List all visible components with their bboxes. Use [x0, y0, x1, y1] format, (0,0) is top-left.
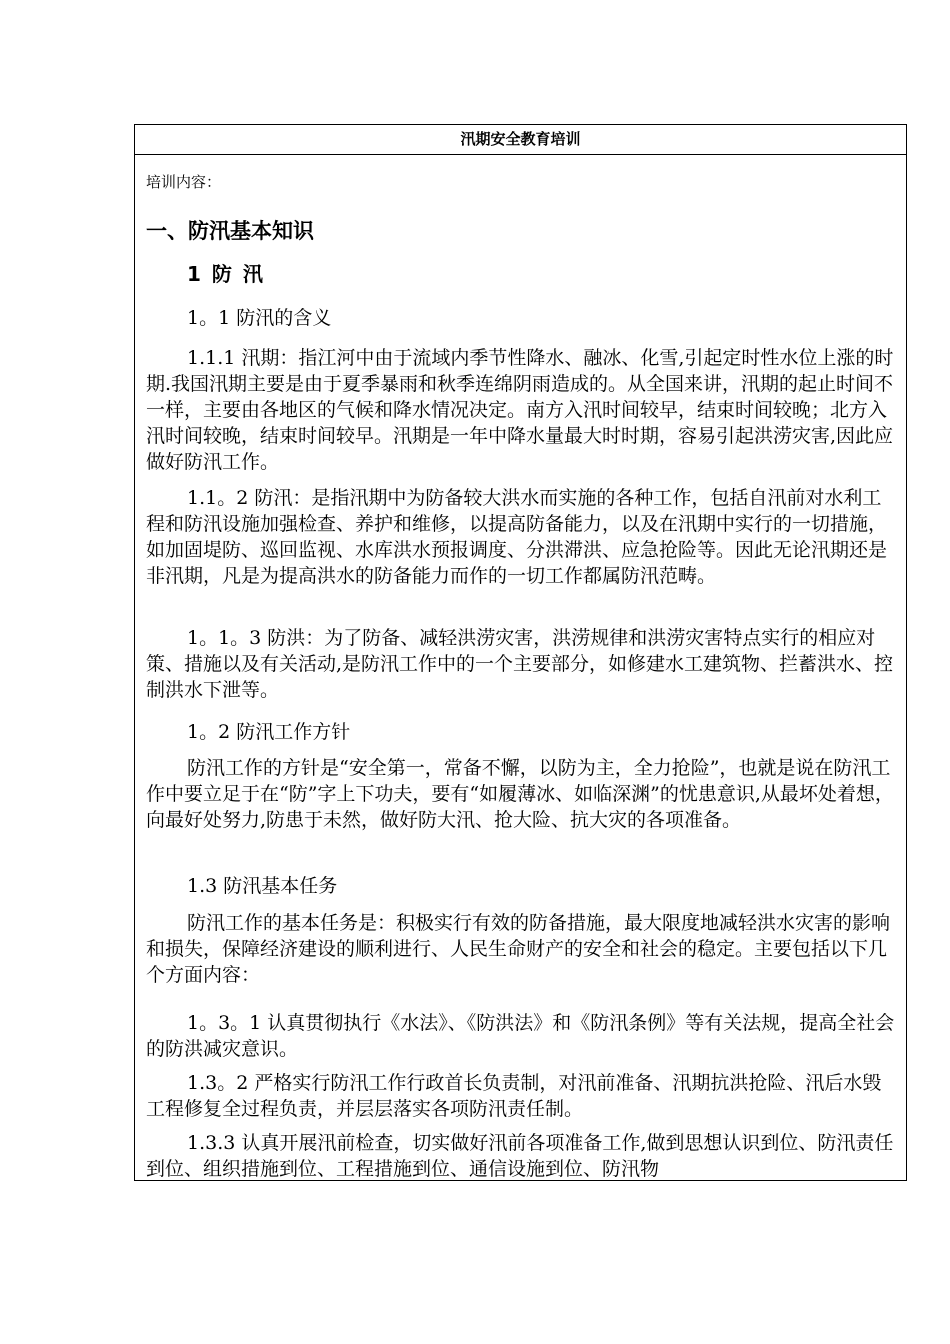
document-table	[134, 124, 907, 1181]
paragraph: 1.3。2 严格实行防汛工作行政首长负责制，对汛前准备、汛期抗洪抢险、汛后水毁工程修复全过程负责，并层层落实各项防汛责任制。	[146, 1072, 882, 1120]
section-heading: 1.3 防汛基本任务	[187, 875, 338, 897]
heading-2: 1 防 汛	[187, 262, 265, 286]
intro-label: 培训内容：	[146, 173, 222, 191]
paragraph: 防汛工作的基本任务是：积极实行有效的防备措施，最大限度地减轻洪水灾害的影响和损失，保障经济建设的顺利进行、人民生命财产的安全和社会的稳定。主要包括以下几个方面内容：	[146, 912, 891, 986]
document-title: 汛期安全教育培训	[135, 125, 906, 155]
paragraph: 1.1。2 防汛：是指汛期中为防备较大洪水而实施的各种工作，包括自汛前对水利工程和防汛设施加强检查、养护和维修，以提高防备能力，以及在汛期中实行的一切措施，如加固堤防、巡回监视、水库洪水预报调度、分洪滞洪、应急抢险等。因此无论汛期还是非汛期，凡是为提高洪水的防备能力而作的一切工作都属防汛范畴。	[146, 487, 888, 587]
paragraph: 1。1。3 防洪：为了防备、减轻洪涝灾害，洪涝规律和洪涝灾害特点实行的相应对策、措施以及有关活动,是防汛工作中的一个主要部分，如修建水工建筑物、拦蓄洪水、控制洪水下泄等。	[146, 627, 894, 701]
heading-1: 一、防汛基本知识	[146, 219, 314, 243]
paragraph: 1。3。1 认真贯彻执行《水法》、《防洪法》和《防汛条例》等有关法规，提高全社会的防洪减灾意识。	[146, 1012, 895, 1060]
paragraph: 1.3.3 认真开展汛前检查，切实做好汛前各项准备工作,做到思想认识到位、防汛责任到位、组织措施到位、工程措施到位、通信设施到位、防汛物	[146, 1132, 894, 1180]
section-heading: 1。1 防汛的含义	[187, 307, 332, 329]
section-heading: 1。2 防汛工作方针	[187, 721, 351, 743]
document-content	[135, 155, 906, 1180]
paragraph: 1.1.1 汛期：指江河中由于流域内季节性降水、融冰、化雪,引起定时性水位上涨的时期.我国汛期主要是由于夏季暴雨和秋季连绵阴雨造成的。从全国来讲，汛期的起止时间不一样，主要由各地区的气候和降水情况决定。南方入汛时间较早，结束时间较晚；北方入汛时间较晚，结束时间较早。汛期是一年中降水量最大时时期，容易引起洪涝灾害,因此应做好防汛工作。	[146, 347, 894, 473]
paragraph: 防汛工作的方针是“安全第一，常备不懈，以防为主，全力抢险”，也就是说在防汛工作中要立足于在“防”字上下功夫，要有“如履薄冰、如临深渊”的忧患意识,从最坏处着想，向最好处努力,防患于未然，做好防大汛、抢大险、抗大灾的各项准备。	[146, 757, 894, 831]
